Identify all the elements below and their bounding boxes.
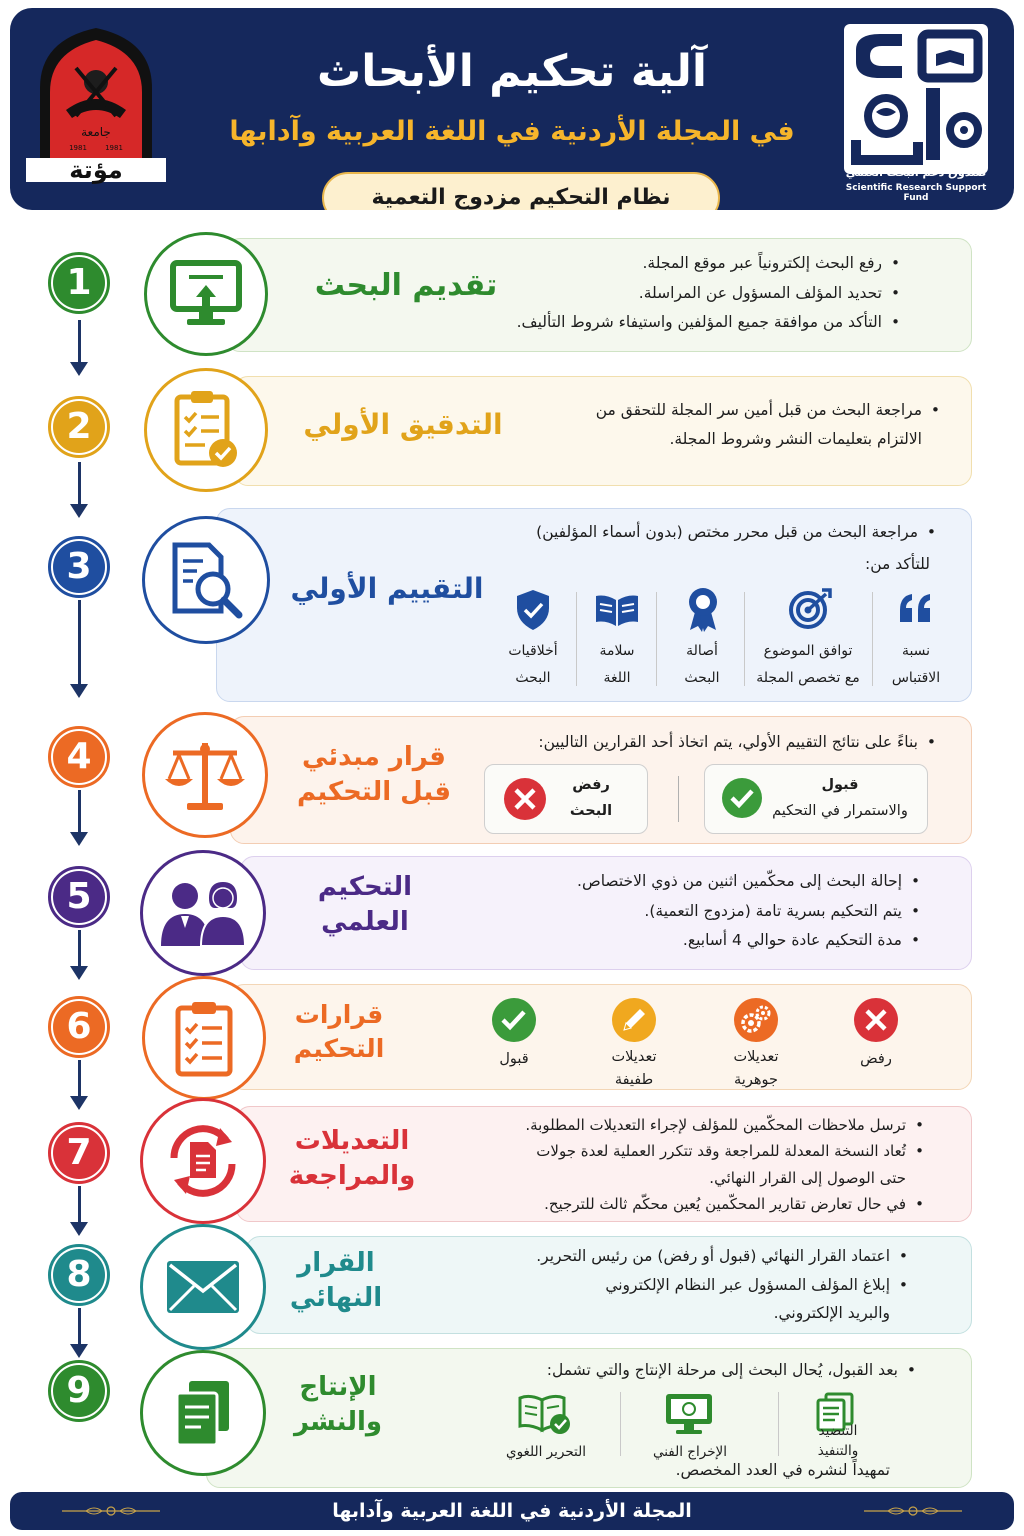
step-2-icon-circle bbox=[144, 368, 268, 492]
pencil-circle-icon bbox=[610, 996, 658, 1044]
step-7-bullet-text: في حال تعارض تقارير المحكّمين يُعين محكّم ثالث للترجيح. bbox=[544, 1194, 906, 1213]
step-6-title-line: التحكيم bbox=[293, 1033, 385, 1063]
accept-sublabel: والاستمرار في التحكيم bbox=[772, 803, 908, 820]
step-6-title-line: قرارات bbox=[294, 1000, 384, 1029]
step-3-bullet-line: • مراجعة البحث من قبل محرر مختص (بدون أسماء المؤلفين) bbox=[536, 523, 936, 541]
criterion-label: مع تخصص المجلة bbox=[756, 669, 860, 686]
target-icon bbox=[788, 588, 832, 630]
criterion-label: الاقتباس bbox=[891, 669, 941, 686]
step-2-bullet-text: مراجعة البحث من قبل أمين سر المجلة للتحقق من bbox=[595, 401, 922, 419]
step-5-title-line: التحكيم bbox=[317, 872, 413, 902]
step-4-number-text: 4 bbox=[53, 731, 105, 783]
step-4-bullet-line: • بناءً على نتائج التقييم الأولي، يتم اتخاذ أحد القرارين التاليين: bbox=[538, 733, 936, 751]
documents-stack-icon bbox=[171, 1377, 235, 1449]
step-9-bullet-line: • بعد القبول، يُحال البحث إلى مرحلة الإنتاج والتي تشمل: bbox=[546, 1361, 916, 1379]
decision-text: تعديلات bbox=[611, 1049, 657, 1065]
step-7-bullet: • في حال تعارض تقارير المحكّمين يُعين محكّم ثالث للترجيح. bbox=[544, 1194, 924, 1213]
step-7-bullet-text: تُعاد النسخة المعدلة للمراجعة وقد تتكرر العملية لعدة جولات bbox=[536, 1142, 906, 1161]
step-8-title-line: القرار bbox=[297, 1248, 375, 1278]
step-5-title-line: العلمي bbox=[321, 907, 409, 938]
step-7-number-text: 7 bbox=[53, 1127, 105, 1179]
step-4-title-line: قرار مبدئي bbox=[302, 742, 446, 772]
reject-label: رفض bbox=[572, 777, 610, 793]
book-check-icon bbox=[516, 1392, 572, 1436]
flow-arrow bbox=[78, 1186, 81, 1232]
two-reviewers-icon bbox=[157, 878, 249, 948]
step-9-number-text: 9 bbox=[53, 1365, 105, 1417]
step-8-number bbox=[48, 1244, 110, 1306]
decision-label bbox=[478, 1046, 550, 1074]
check-circle-icon bbox=[720, 776, 764, 820]
step-5-icon-circle bbox=[140, 850, 266, 976]
step-6-number bbox=[48, 996, 110, 1058]
check-circle-icon bbox=[490, 996, 538, 1044]
step-1-bullet: • تحديد المؤلف المسؤول عن المراسلة. bbox=[500, 286, 904, 302]
step-3-number-text: 3 bbox=[53, 541, 105, 593]
phase-text: التنضيد bbox=[818, 1423, 858, 1439]
divider bbox=[678, 776, 679, 822]
step-8-bullet-text: اعتماد القرار النهائي (قبول أو رفض) من رئيس التحرير. bbox=[536, 1247, 890, 1265]
x-circle-icon bbox=[852, 996, 900, 1044]
phase-label bbox=[796, 1422, 880, 1461]
step-9-title-line: والنشر bbox=[293, 1407, 383, 1438]
divider bbox=[744, 592, 745, 686]
shield-check-icon bbox=[514, 588, 552, 632]
flow-arrow bbox=[78, 600, 81, 694]
envelope-icon bbox=[164, 1258, 242, 1316]
step-8-icon-circle bbox=[140, 1224, 266, 1350]
ornament-right-icon bbox=[858, 1504, 968, 1518]
criterion-label: سلامة bbox=[599, 643, 635, 659]
step-5-title bbox=[282, 870, 448, 940]
decision-text: طفيفة bbox=[614, 1072, 654, 1089]
step-6-title bbox=[284, 998, 394, 1066]
flow-arrow bbox=[78, 930, 81, 976]
divider bbox=[620, 1392, 621, 1456]
monitor-upload-icon bbox=[169, 259, 243, 329]
step-7-title-line: والمراجعة bbox=[288, 1161, 416, 1192]
decision-label bbox=[712, 1046, 800, 1092]
criterion-label: أصالة bbox=[686, 643, 718, 659]
divider bbox=[778, 1392, 779, 1456]
criterion-item bbox=[664, 638, 740, 691]
step-2-text bbox=[520, 396, 944, 455]
step-1-bullets bbox=[500, 256, 904, 345]
phase-text: الإخراج الفني bbox=[652, 1444, 728, 1460]
system-label-pill: نظام التحكيم مزدوج التعمية bbox=[322, 172, 720, 210]
step-4-bullet-text: بناءً على نتائج التقييم الأولي، يتم اتخاذ أحد القرارين التاليين: bbox=[538, 733, 918, 751]
step-3-ensure-label: للتأكد من: bbox=[864, 555, 930, 573]
divider bbox=[656, 592, 657, 686]
criterion-label: البحث bbox=[515, 669, 551, 686]
flow-arrow bbox=[78, 462, 81, 514]
step-9-icon-circle bbox=[140, 1350, 266, 1476]
step-7-bullet: • تُعاد النسخة المعدلة للمراجعة وقد تتكرر العملية لعدة جولات bbox=[536, 1142, 924, 1161]
step-3-bullet-text: مراجعة البحث من قبل محرر مختص (بدون أسماء المؤلفين) bbox=[536, 523, 918, 541]
step-8-number-text: 8 bbox=[53, 1249, 105, 1301]
quote-icon bbox=[896, 592, 936, 626]
flow-arrow bbox=[78, 790, 81, 842]
logo-main-text: مؤتة bbox=[69, 156, 123, 184]
criterion-label: أخلاقيات bbox=[508, 643, 558, 659]
step-7-bullet-cont: حتى الوصول إلى القرار النهائي. bbox=[709, 1168, 906, 1187]
criterion-item bbox=[876, 638, 956, 691]
flow-arrow bbox=[78, 320, 81, 372]
accept-option-text bbox=[760, 772, 920, 824]
step-6-number-text: 6 bbox=[53, 1001, 105, 1053]
phase-text: التحرير اللغوي bbox=[506, 1444, 586, 1460]
logo-top-text: جامعة bbox=[81, 125, 111, 139]
criterion-item bbox=[748, 638, 868, 691]
logo-year-right: 1981 bbox=[105, 144, 123, 152]
criterion-label: البحث bbox=[684, 669, 720, 686]
step-8-text bbox=[500, 1242, 912, 1328]
open-book-icon bbox=[592, 592, 642, 628]
step-5-bullet: • يتم التحكيم بسرية تامة (مزدوج التعمية). bbox=[500, 904, 924, 920]
step-7-title-line: التعديلات bbox=[294, 1126, 410, 1156]
document-cycle-icon bbox=[160, 1118, 246, 1204]
phase-text: والتنفيذ bbox=[817, 1442, 859, 1459]
phase-label bbox=[488, 1440, 604, 1466]
step-8-title bbox=[286, 1246, 386, 1316]
step-5-number bbox=[48, 866, 110, 928]
step-4-title-line: قبل التحكيم bbox=[296, 777, 452, 808]
x-circle-icon bbox=[502, 776, 548, 822]
step-1-number bbox=[48, 252, 110, 314]
flow-arrow bbox=[78, 1060, 81, 1106]
step-1-number-text: 1 bbox=[53, 257, 105, 309]
decision-text: تعديلات bbox=[733, 1049, 779, 1065]
step-3-icon-circle bbox=[142, 516, 270, 644]
step-2-number-text: 2 bbox=[53, 401, 105, 453]
step-4-icon-circle bbox=[142, 712, 268, 838]
decision-label bbox=[590, 1046, 678, 1092]
clipboard-check-icon bbox=[171, 387, 241, 473]
page-title: آلية تحكيم الأبحاث bbox=[317, 46, 707, 97]
step-8-bullet: • إبلاغ المؤلف المسؤول عبر النظام الإلكتروني bbox=[605, 1275, 908, 1294]
decision-text: رفض bbox=[860, 1051, 892, 1067]
page-subtitle: في المجلة الأردنية في اللغة العربية وآدابها bbox=[229, 116, 795, 147]
step-2-bullet-line2: الالتزام بتعليمات النشر وشروط المجلة. bbox=[669, 430, 922, 449]
criterion-item bbox=[584, 638, 650, 691]
checklist-icon bbox=[172, 998, 236, 1078]
step-7-title bbox=[282, 1124, 422, 1194]
step-7-bullet: • ترسل ملاحظات المحكّمين للمؤلف لإجراء التعديلات المطلوبة. bbox=[525, 1116, 924, 1134]
step-2-bullet-line: • مراجعة البحث من قبل أمين سر المجلة للتحقق من bbox=[595, 401, 940, 419]
step-8-bullet-cont: والبريد الإلكتروني. bbox=[773, 1304, 890, 1323]
ornament-left-icon bbox=[56, 1504, 166, 1518]
university-logo-icon bbox=[26, 18, 166, 194]
divider bbox=[872, 592, 873, 686]
fund-name-english: Scientific Research Support Fund bbox=[845, 183, 987, 203]
step-7-bullet-text: ترسل ملاحظات المحكّمين للمؤلف لإجراء التعديلات المطلوبة. bbox=[525, 1116, 906, 1134]
step-2-number bbox=[48, 396, 110, 458]
step-6-icon-circle bbox=[142, 976, 266, 1100]
fund-name-arabic: صندوق دعم البحث العلمي bbox=[845, 166, 987, 179]
balance-scale-icon bbox=[163, 737, 247, 813]
reject-option-text bbox=[556, 772, 626, 824]
step-9-closing: تمهيداً لنشره في العدد المخصص. bbox=[675, 1461, 890, 1479]
step-1-bullet: • رفع البحث إلكترونياً عبر موقع المجلة. bbox=[500, 256, 904, 272]
footer-bar: المجلة الأردنية في اللغة العربية وآدابها bbox=[10, 1492, 1014, 1530]
step-1-title: تقديم البحث bbox=[314, 268, 498, 303]
step-8-bullet: • اعتماد القرار النهائي (قبول أو رفض) من رئيس التحرير. bbox=[536, 1247, 908, 1265]
step-9-bullet-text: بعد القبول، يُحال البحث إلى مرحلة الإنتاج والتي تشمل: bbox=[546, 1361, 898, 1379]
step-9-title bbox=[284, 1370, 392, 1440]
divider bbox=[576, 592, 577, 686]
step-5-bullet: • مدة التحكيم عادة حوالي 4 أسابيع. bbox=[500, 933, 924, 949]
award-ribbon-icon bbox=[686, 586, 720, 632]
step-1-bullet: • التأكد من موافقة جميع المؤلفين واستيفاء شروط التأليف. bbox=[500, 315, 904, 331]
step-5-bullet: • إحالة البحث إلى محكّمين اثنين من ذوي الاختصاص. bbox=[500, 874, 924, 890]
monitor-design-icon bbox=[664, 1392, 714, 1436]
criterion-label: توافق الموضوع bbox=[763, 643, 853, 659]
step-9-title-line: الإنتاج bbox=[299, 1372, 377, 1402]
decision-text: جوهرية bbox=[734, 1072, 778, 1089]
accept-label: قبول bbox=[821, 777, 859, 793]
step-4-bullet bbox=[480, 728, 940, 757]
step-7-text bbox=[470, 1112, 928, 1217]
step-9-number bbox=[48, 1360, 110, 1422]
step-4-title bbox=[284, 740, 464, 810]
step-5-number-text: 5 bbox=[53, 871, 105, 923]
criterion-label: نسبة bbox=[901, 643, 931, 659]
gears-circle-icon bbox=[732, 996, 780, 1044]
criterion-label: اللغة bbox=[603, 669, 631, 686]
step-3-bullet bbox=[480, 518, 940, 547]
step-4-number bbox=[48, 726, 110, 788]
step-8-title-line: النهائي bbox=[289, 1283, 383, 1314]
step-2-title: التدقيق الأولي bbox=[303, 408, 503, 441]
step-9-bullet bbox=[470, 1356, 920, 1385]
step-8-bullet-text: إبلاغ المؤلف المسؤول عبر النظام الإلكتروني bbox=[605, 1275, 890, 1294]
reject-label: البحث bbox=[569, 803, 613, 820]
step-3-number bbox=[48, 536, 110, 598]
criterion-item bbox=[494, 638, 572, 691]
step-5-bullets bbox=[500, 874, 924, 963]
decision-label bbox=[842, 1046, 910, 1074]
step-3-title: التقييم الأولي bbox=[290, 572, 484, 605]
flow-arrow bbox=[78, 1308, 81, 1354]
logo-year-left: 1981 bbox=[69, 144, 87, 152]
step-7-icon-circle bbox=[140, 1098, 266, 1224]
decision-text: قبول bbox=[499, 1051, 529, 1067]
step-7-number bbox=[48, 1122, 110, 1184]
document-search-icon bbox=[167, 539, 245, 621]
step-1-icon-circle bbox=[144, 232, 268, 356]
